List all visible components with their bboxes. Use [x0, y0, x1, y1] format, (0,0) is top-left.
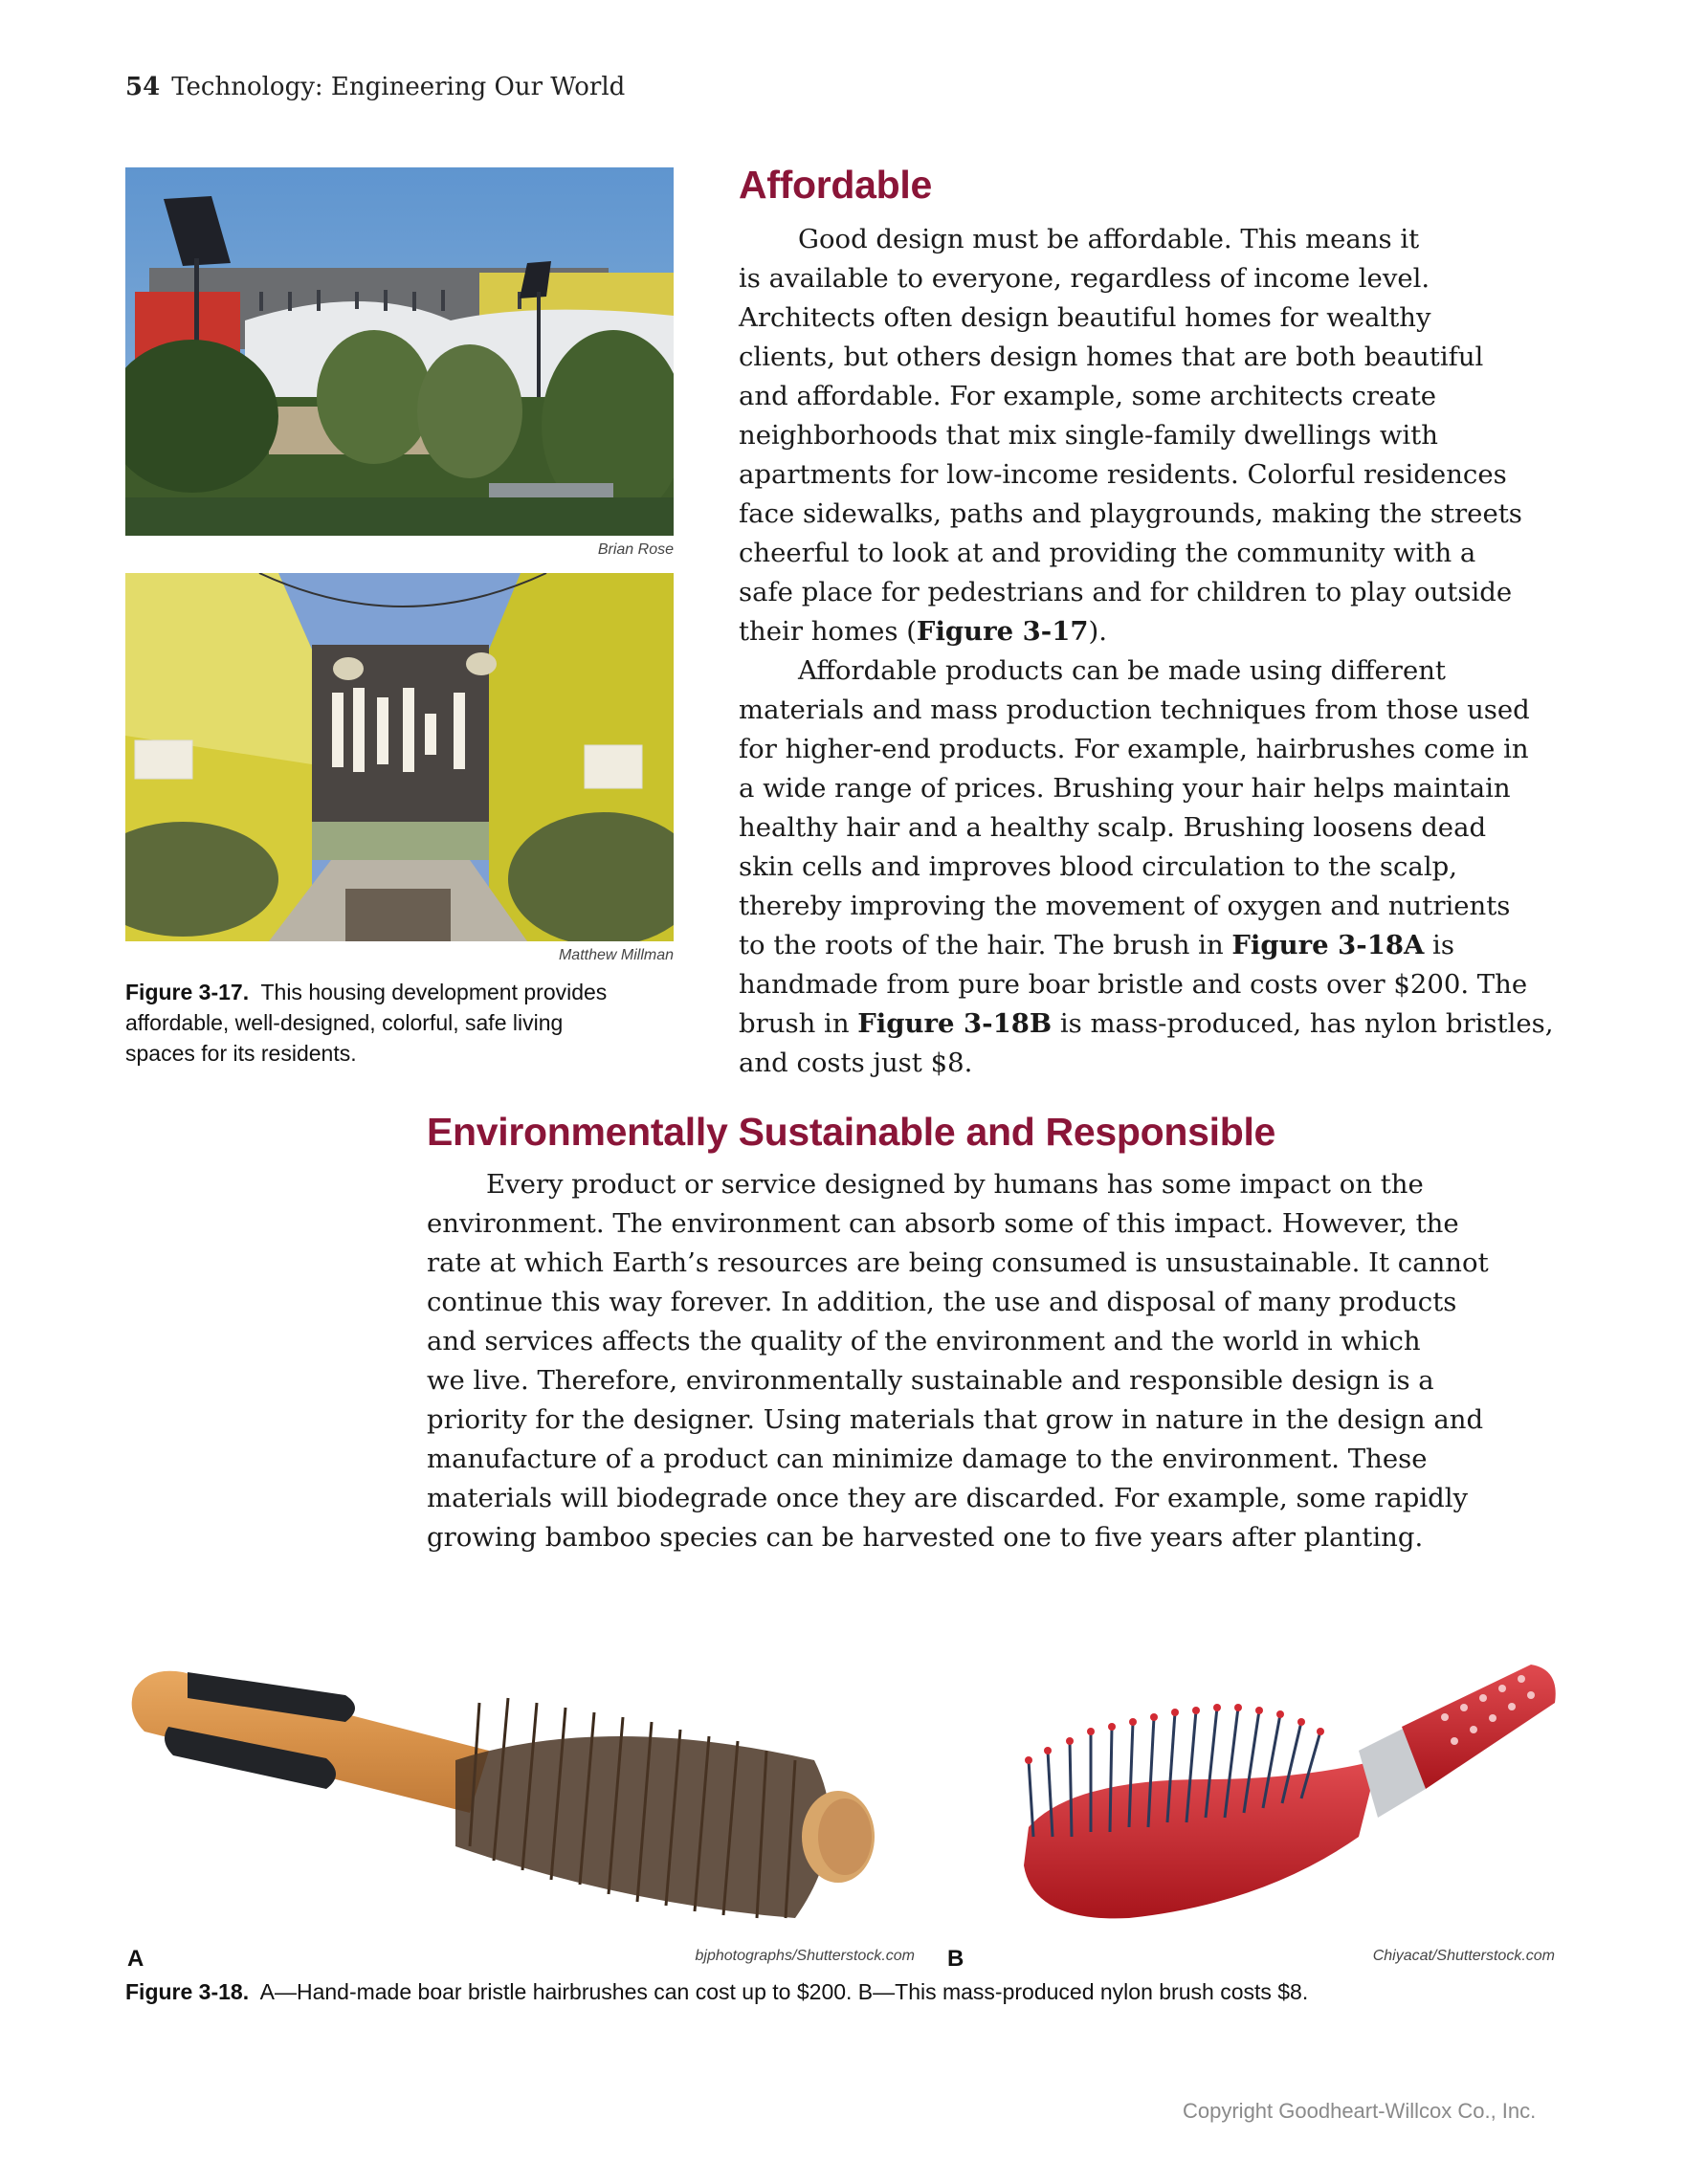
yellow-buildings-image — [125, 573, 674, 941]
running-header — [125, 73, 625, 101]
photo-credit-brian-rose: Brian Rose — [597, 541, 674, 558]
photo-credit-matthew-millman: Matthew Millman — [558, 947, 674, 963]
photo-credit-chiyacat: Chiyacat/Shutterstock.com — [1372, 1948, 1555, 1964]
figure-3-18a-boar-bristle-brush — [125, 1645, 920, 1932]
affordable-body — [739, 220, 1562, 1083]
figure-3-17-reference: Figure 3-17 — [916, 616, 1089, 647]
figure-3-18-label: Figure 3-18. — [125, 1979, 250, 2004]
figure-3-17-photo-housing-courtyard — [125, 167, 674, 536]
figure-3-18b-nylon-brush — [1014, 1645, 1560, 1932]
figure-3-18-caption: Figure 3-18. A—Hand-made boar bristle hairbrushes can cost up to $200. B—This mass-produced nylon brush costs $8. — [125, 1979, 1309, 2004]
figure-3-18-label-a: A — [127, 1946, 144, 1972]
figure-3-18b-reference: Figure 3-18B — [857, 1008, 1053, 1039]
heading-affordable: Affordable — [739, 163, 933, 207]
copyright-notice: Copyright Goodheart-Willcox Co., Inc. — [1183, 2099, 1537, 2123]
figure-3-17-label: Figure 3-17. — [125, 980, 250, 1004]
affordable-paragraph-2: Affordable products can be made using different materials and mass production techniques from those used for higher-end products. For example, hairbrushes come in a wide range of prices. Brushing your hair helps maintain healthy hair and a healthy scalp. Brushing loosens dead skin cells and improves blood circulation to the scalp, thereby improving the movement of oxygen and nutrients to the roots of the hair. The brush in Figure 3-18A is handmade from pure boar bristle and costs over $200. The brush in Figure 3-18B is mass-produced, has nylon bristles, and costs just $8. — [739, 655, 1554, 1078]
heading-environmentally-sustainable: Environmentally Sustainable and Responsible — [427, 1110, 1276, 1154]
affordable-paragraph-1: Good design must be affordable. This means it is available to everyone, regardless of income level. Architects often design beautiful homes for wealthy clients, but others design homes that are both beautiful and affordable. For example, some architects create neighborhoods that mix single-family dwellings with apartments for low-income residents. Colorful residences face sidewalks, paths and playgrounds, making the streets cheerful to look at and providing the community with a safe place for pedestrians and for children to play outside their homes (Figure 3-17). — [739, 224, 1522, 647]
figure-3-17-photo-yellow-buildings — [125, 573, 674, 941]
housing-courtyard-image — [125, 167, 674, 536]
figure-3-17-caption: Figure 3-17. This housing development provides affordable, well-designed, colorful, safe living spaces for its residents. — [125, 980, 608, 1066]
page-number: 54 — [125, 73, 161, 101]
photo-credit-bjphotographs: bjphotographs/Shutterstock.com — [695, 1948, 915, 1964]
environment-body: Every product or service designed by humans has some impact on the environment. The environment can absorb some of this impact. However, the rate at which Earth’s resources are being consumed is unsustainable. It cannot continue this way forever. In addition, the use and disposal of many products and services affects the quality of the environment and the world in which we live. Therefore, environmentally sustainable and responsible design is a priority for the designer. Using materials that grow in nature in the design and manufacture of a product can minimize damage to the environment. These materials will biodegrade once they are discarded. For example, some rapidly growing bamboo species can be harvested one to five years after planting. — [427, 1169, 1489, 1553]
boar-bristle-brush-image — [125, 1645, 920, 1932]
figure-3-18a-reference: Figure 3-18A — [1231, 930, 1425, 960]
nylon-brush-image — [1014, 1645, 1560, 1932]
book-title: Technology: Engineering Our World — [171, 73, 626, 101]
figure-3-18-label-b: B — [947, 1946, 964, 1972]
